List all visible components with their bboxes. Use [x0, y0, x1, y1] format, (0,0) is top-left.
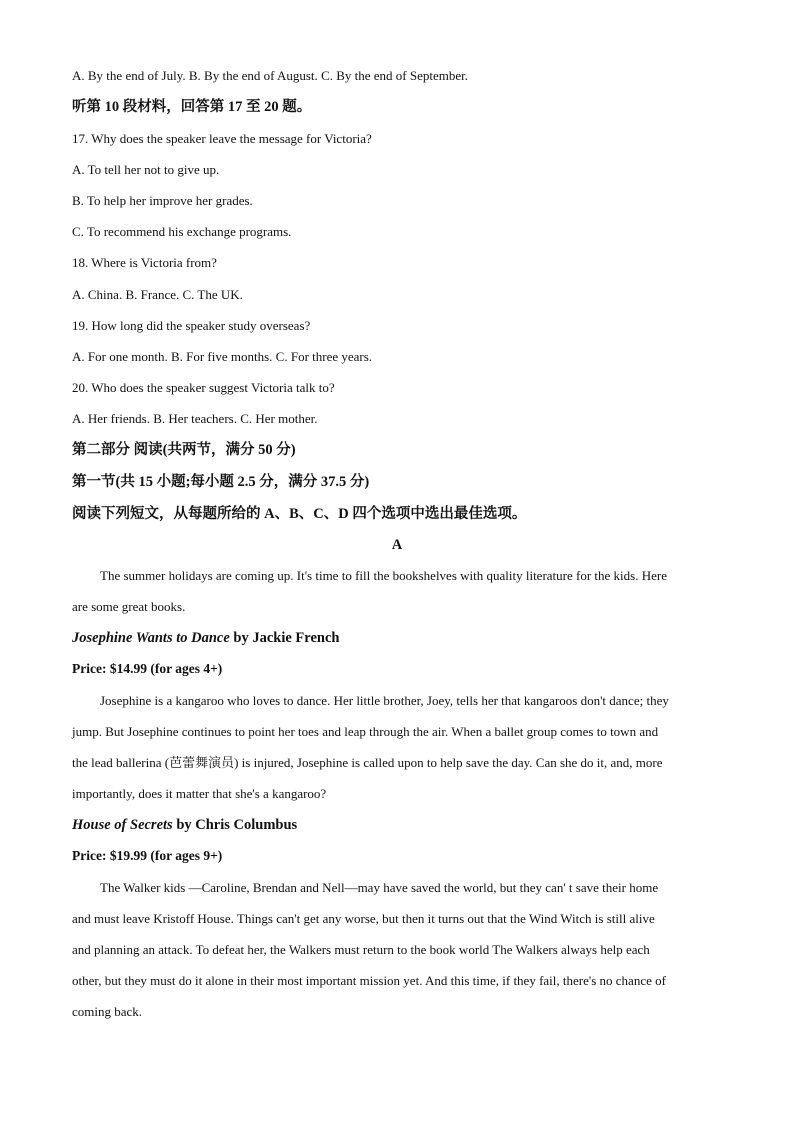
book2-heading [72, 817, 722, 833]
book2-line-1: The Walker kids —Caroline, Brendan and Nell—may have saved the world, but they can' t save their home [100, 880, 659, 895]
book1-line-1: Josephine is a kangaroo who loves to dance. Her little brother, Joey, tells her that kangaroos don't dance; they [100, 693, 669, 708]
part2-heading: 第二部分 阅读(共两节，满分 50 分) [72, 442, 296, 458]
book2-line-4: other, but they must do it alone in their most important mission yet. And this time, if they fail, there's no chance of [72, 973, 666, 988]
q17-option-b: B. To help her improve her grades. [72, 193, 253, 208]
book1-line-3: the lead ballerina (芭蕾舞演员) is injured, Josephine is called upon to help save the day. Can she do it, and, more [72, 755, 663, 770]
q20-options: A. Her friends. B. Her teachers. C. Her mother. [72, 411, 318, 426]
book2-author: by Chris Columbus [172, 817, 298, 833]
section10-heading: 听第 10 段材料，回答第 17 至 20 题。 [72, 99, 312, 115]
book2-line-2: and must leave Kristoff House. Things can't get any worse, but then it turns out that the Wind Witch is still alive [72, 911, 655, 926]
book2-title: House of Secrets [72, 817, 173, 833]
section1-heading: 第一节(共 15 小题;每小题 2.5 分，满分 37.5 分) [72, 474, 370, 490]
intro-line-2: are some great books. [72, 599, 186, 614]
question-19: 19. How long did the speaker study overseas? [72, 318, 311, 333]
question-20: 20. Who does the speaker suggest Victoria talk to? [72, 380, 335, 395]
q17-option-a: A. To tell her not to give up. [72, 162, 220, 177]
intro-line-1: The summer holidays are coming up. It's time to fill the bookshelves with quality literature for the kids. Here [100, 568, 667, 583]
question-17: 17. Why does the speaker leave the message for Victoria? [72, 131, 372, 146]
book1-line-4: importantly, does it matter that she's a kangaroo? [72, 786, 327, 801]
q16-options: A. By the end of July. B. By the end of August. C. By the end of September. [72, 68, 468, 83]
question-18: 18. Where is Victoria from? [72, 255, 217, 270]
book2-line-3: and planning an attack. To defeat her, the Walkers must return to the book world The Walkers always help each [72, 942, 650, 957]
book2-price: Price: $19.99 (for ages 9+) [72, 848, 223, 863]
q18-options: A. China. B. France. C. The UK. [72, 287, 243, 302]
book2-line-5: coming back. [72, 1004, 143, 1019]
book1-title: Josephine Wants to Dance [72, 630, 230, 646]
book1-author: by Jackie French [229, 630, 340, 646]
book1-heading [72, 630, 722, 646]
reading-instructions: 阅读下列短文，从每题所给的 A、B、C、D 四个选项中选出最佳选项。 [72, 506, 527, 522]
book1-price: Price: $14.99 (for ages 4+) [72, 661, 223, 676]
passage-label: A [391, 537, 403, 553]
book1-line-2: jump. But Josephine continues to point her toes and leap through the air. When a ballet group comes to town and [72, 724, 659, 739]
q17-option-c: C. To recommend his exchange programs. [72, 224, 292, 239]
q19-options: A. For one month. B. For five months. C. For three years. [72, 349, 373, 364]
